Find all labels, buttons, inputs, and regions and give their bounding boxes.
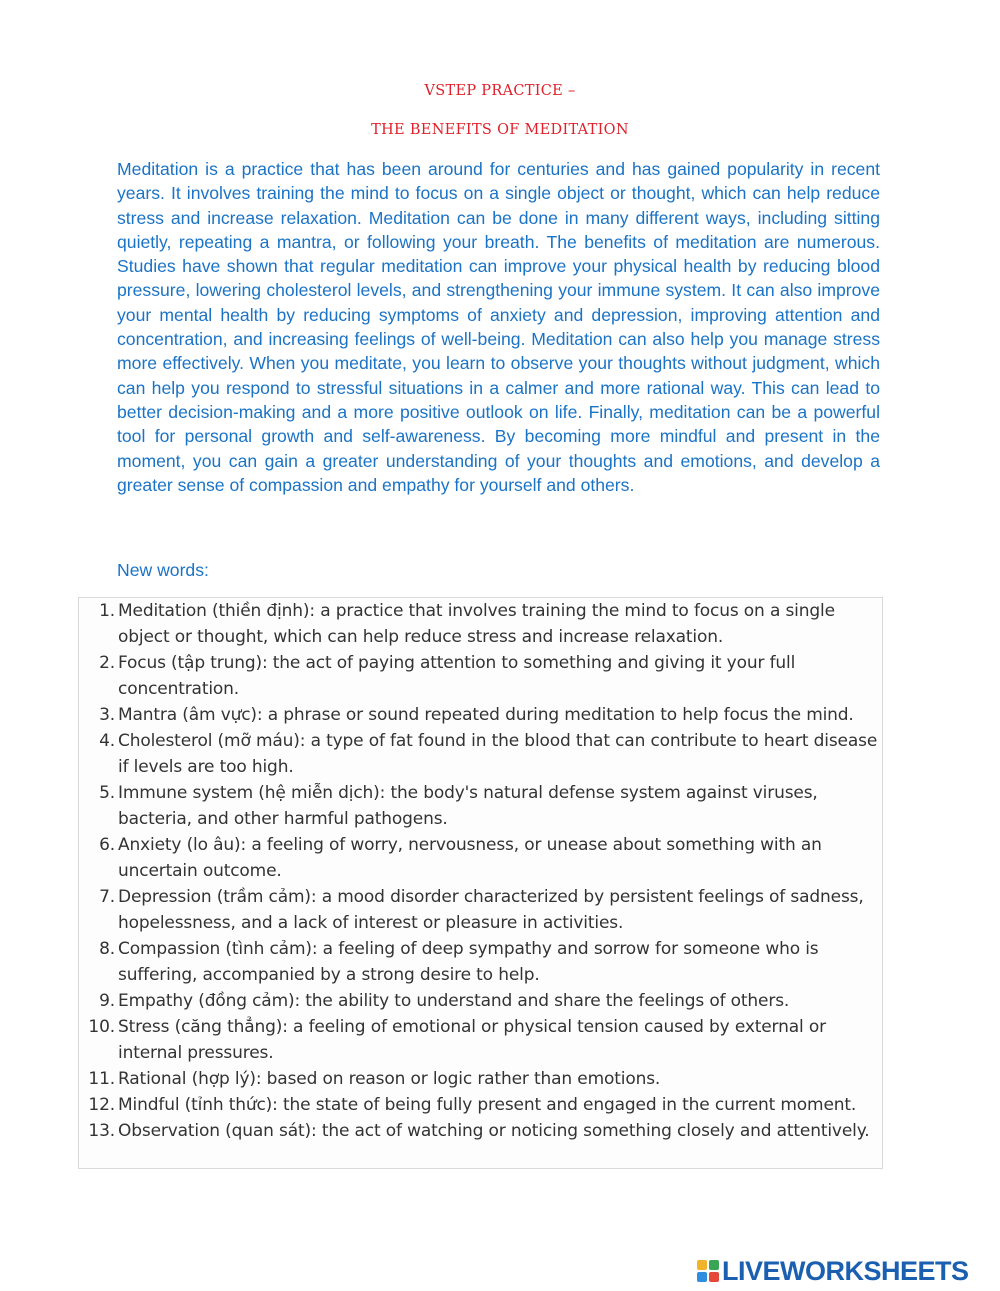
vocabulary-item-text: Focus (tập trung): the act of paying attention to something and giving it your full concentration. bbox=[118, 653, 796, 699]
vocabulary-item-text: Observation (quan sát): the act of watching or noticing something closely and attentively. bbox=[118, 1121, 870, 1141]
vocabulary-item-text: Mantra (âm vực): a phrase or sound repeated during meditation to help focus the mind. bbox=[118, 705, 854, 725]
reading-passage: Meditation is a practice that has been around for centuries and has gained popularity in recent years. It involves training the mind to focus on a single object or thought, which can help reduce stress and increase relaxation. Meditation can be done in many different ways, including sitting quietly, repeating a mantra, or following your breath. The benefits of meditation are numerous. Studies have shown that regular meditation can improve your physical health by reducing blood pressure, lowering cholesterol levels, and strengthening your immune system. It can also improve your mental health by reducing symptoms of anxiety and depression, improving attention and concentration, and increasing feelings of well-being. Meditation can also help you manage stress more effectively. When you meditate, you learn to observe your thoughts without judgment, which can help you respond to stressful situations in a calmer and more rational way. This can lead to better decision-making and a more positive outlook on life. Finally, meditation can be a powerful tool for personal growth and self-awareness. By becoming more mindful and present in the moment, you can gain a greater understanding of your thoughts and emotions, and develop a greater sense of compassion and empathy for yourself and others. bbox=[117, 159, 880, 495]
vocabulary-item-text: Compassion (tình cảm): a feeling of deep sympathy and sorrow for someone who is suffering, accompanied by a strong desire to help. bbox=[118, 939, 819, 985]
vocabulary-item-number: 2. bbox=[99, 653, 115, 673]
vocabulary-item-number: 13. bbox=[88, 1121, 115, 1141]
brand-name: LIVEWORKSHEETS bbox=[722, 1255, 969, 1286]
vocabulary-item-text: Immune system (hệ miễn dịch): the body's natural defense system against viruses, bacteria, and other harmful pathogens. bbox=[118, 783, 818, 829]
vocabulary-item bbox=[79, 1092, 884, 1118]
vocabulary-item-text: Empathy (đồng cảm): the ability to understand and share the feelings of others. bbox=[118, 991, 790, 1011]
vocabulary-item bbox=[79, 1118, 884, 1144]
vocabulary-item-number: 11. bbox=[88, 1069, 115, 1089]
liveworksheets-logo-icon bbox=[697, 1260, 719, 1282]
worksheet-title-line2: THE BENEFITS OF MEDITATION bbox=[371, 122, 629, 138]
vocabulary-item bbox=[79, 884, 884, 936]
vocabulary-box bbox=[78, 597, 883, 1169]
vocabulary-item-text: Meditation (thiền định): a practice that involves training the mind to focus on a single object or thought, which can help reduce stress and increase relaxation. bbox=[118, 601, 835, 647]
vocabulary-item bbox=[79, 832, 884, 884]
vocabulary-item-number: 3. bbox=[99, 705, 115, 725]
worksheet-title-line1: VSTEP PRACTICE – bbox=[424, 83, 576, 99]
vocabulary-item-number: 10. bbox=[88, 1017, 115, 1037]
vocabulary-item bbox=[79, 1066, 884, 1092]
vocabulary-item-number: 6. bbox=[99, 835, 115, 855]
vocabulary-item bbox=[79, 988, 884, 1014]
vocabulary-heading: New words: bbox=[117, 560, 209, 580]
vocabulary-item-text: Depression (trầm cảm): a mood disorder characterized by persistent feelings of sadness, hopelessness, and a lack of interest or pleasure in activities. bbox=[118, 887, 864, 933]
vocabulary-item bbox=[79, 936, 884, 988]
vocabulary-item-number: 9. bbox=[99, 991, 115, 1011]
vocabulary-item-number: 1. bbox=[99, 601, 115, 621]
vocabulary-item-text: Mindful (tỉnh thức): the state of being fully present and engaged in the current moment. bbox=[118, 1095, 857, 1115]
vocabulary-item-number: 7. bbox=[99, 887, 115, 907]
vocabulary-item-text: Anxiety (lo âu): a feeling of worry, nervousness, or unease about something with an uncertain outcome. bbox=[118, 835, 822, 881]
vocabulary-item bbox=[79, 702, 884, 728]
vocabulary-item bbox=[79, 650, 884, 702]
vocabulary-list bbox=[79, 598, 884, 1144]
vocabulary-item bbox=[79, 728, 884, 780]
vocabulary-item-text: Rational (hợp lý): based on reason or logic rather than emotions. bbox=[118, 1069, 661, 1089]
vocabulary-item-text: Cholesterol (mỡ máu): a type of fat found in the blood that can contribute to heart disease if levels are too high. bbox=[118, 731, 878, 777]
vocabulary-item-text: Stress (căng thẳng): a feeling of emotional or physical tension caused by external or internal pressures. bbox=[118, 1017, 826, 1063]
vocabulary-item bbox=[79, 598, 884, 650]
vocabulary-item-number: 8. bbox=[99, 939, 115, 959]
vocabulary-item bbox=[79, 780, 884, 832]
vocabulary-item-number: 12. bbox=[88, 1095, 115, 1115]
vocabulary-item-number: 4. bbox=[99, 731, 115, 751]
vocabulary-item-number: 5. bbox=[99, 783, 115, 803]
vocabulary-item bbox=[79, 1014, 884, 1066]
liveworksheets-brand[interactable] bbox=[697, 1256, 969, 1286]
